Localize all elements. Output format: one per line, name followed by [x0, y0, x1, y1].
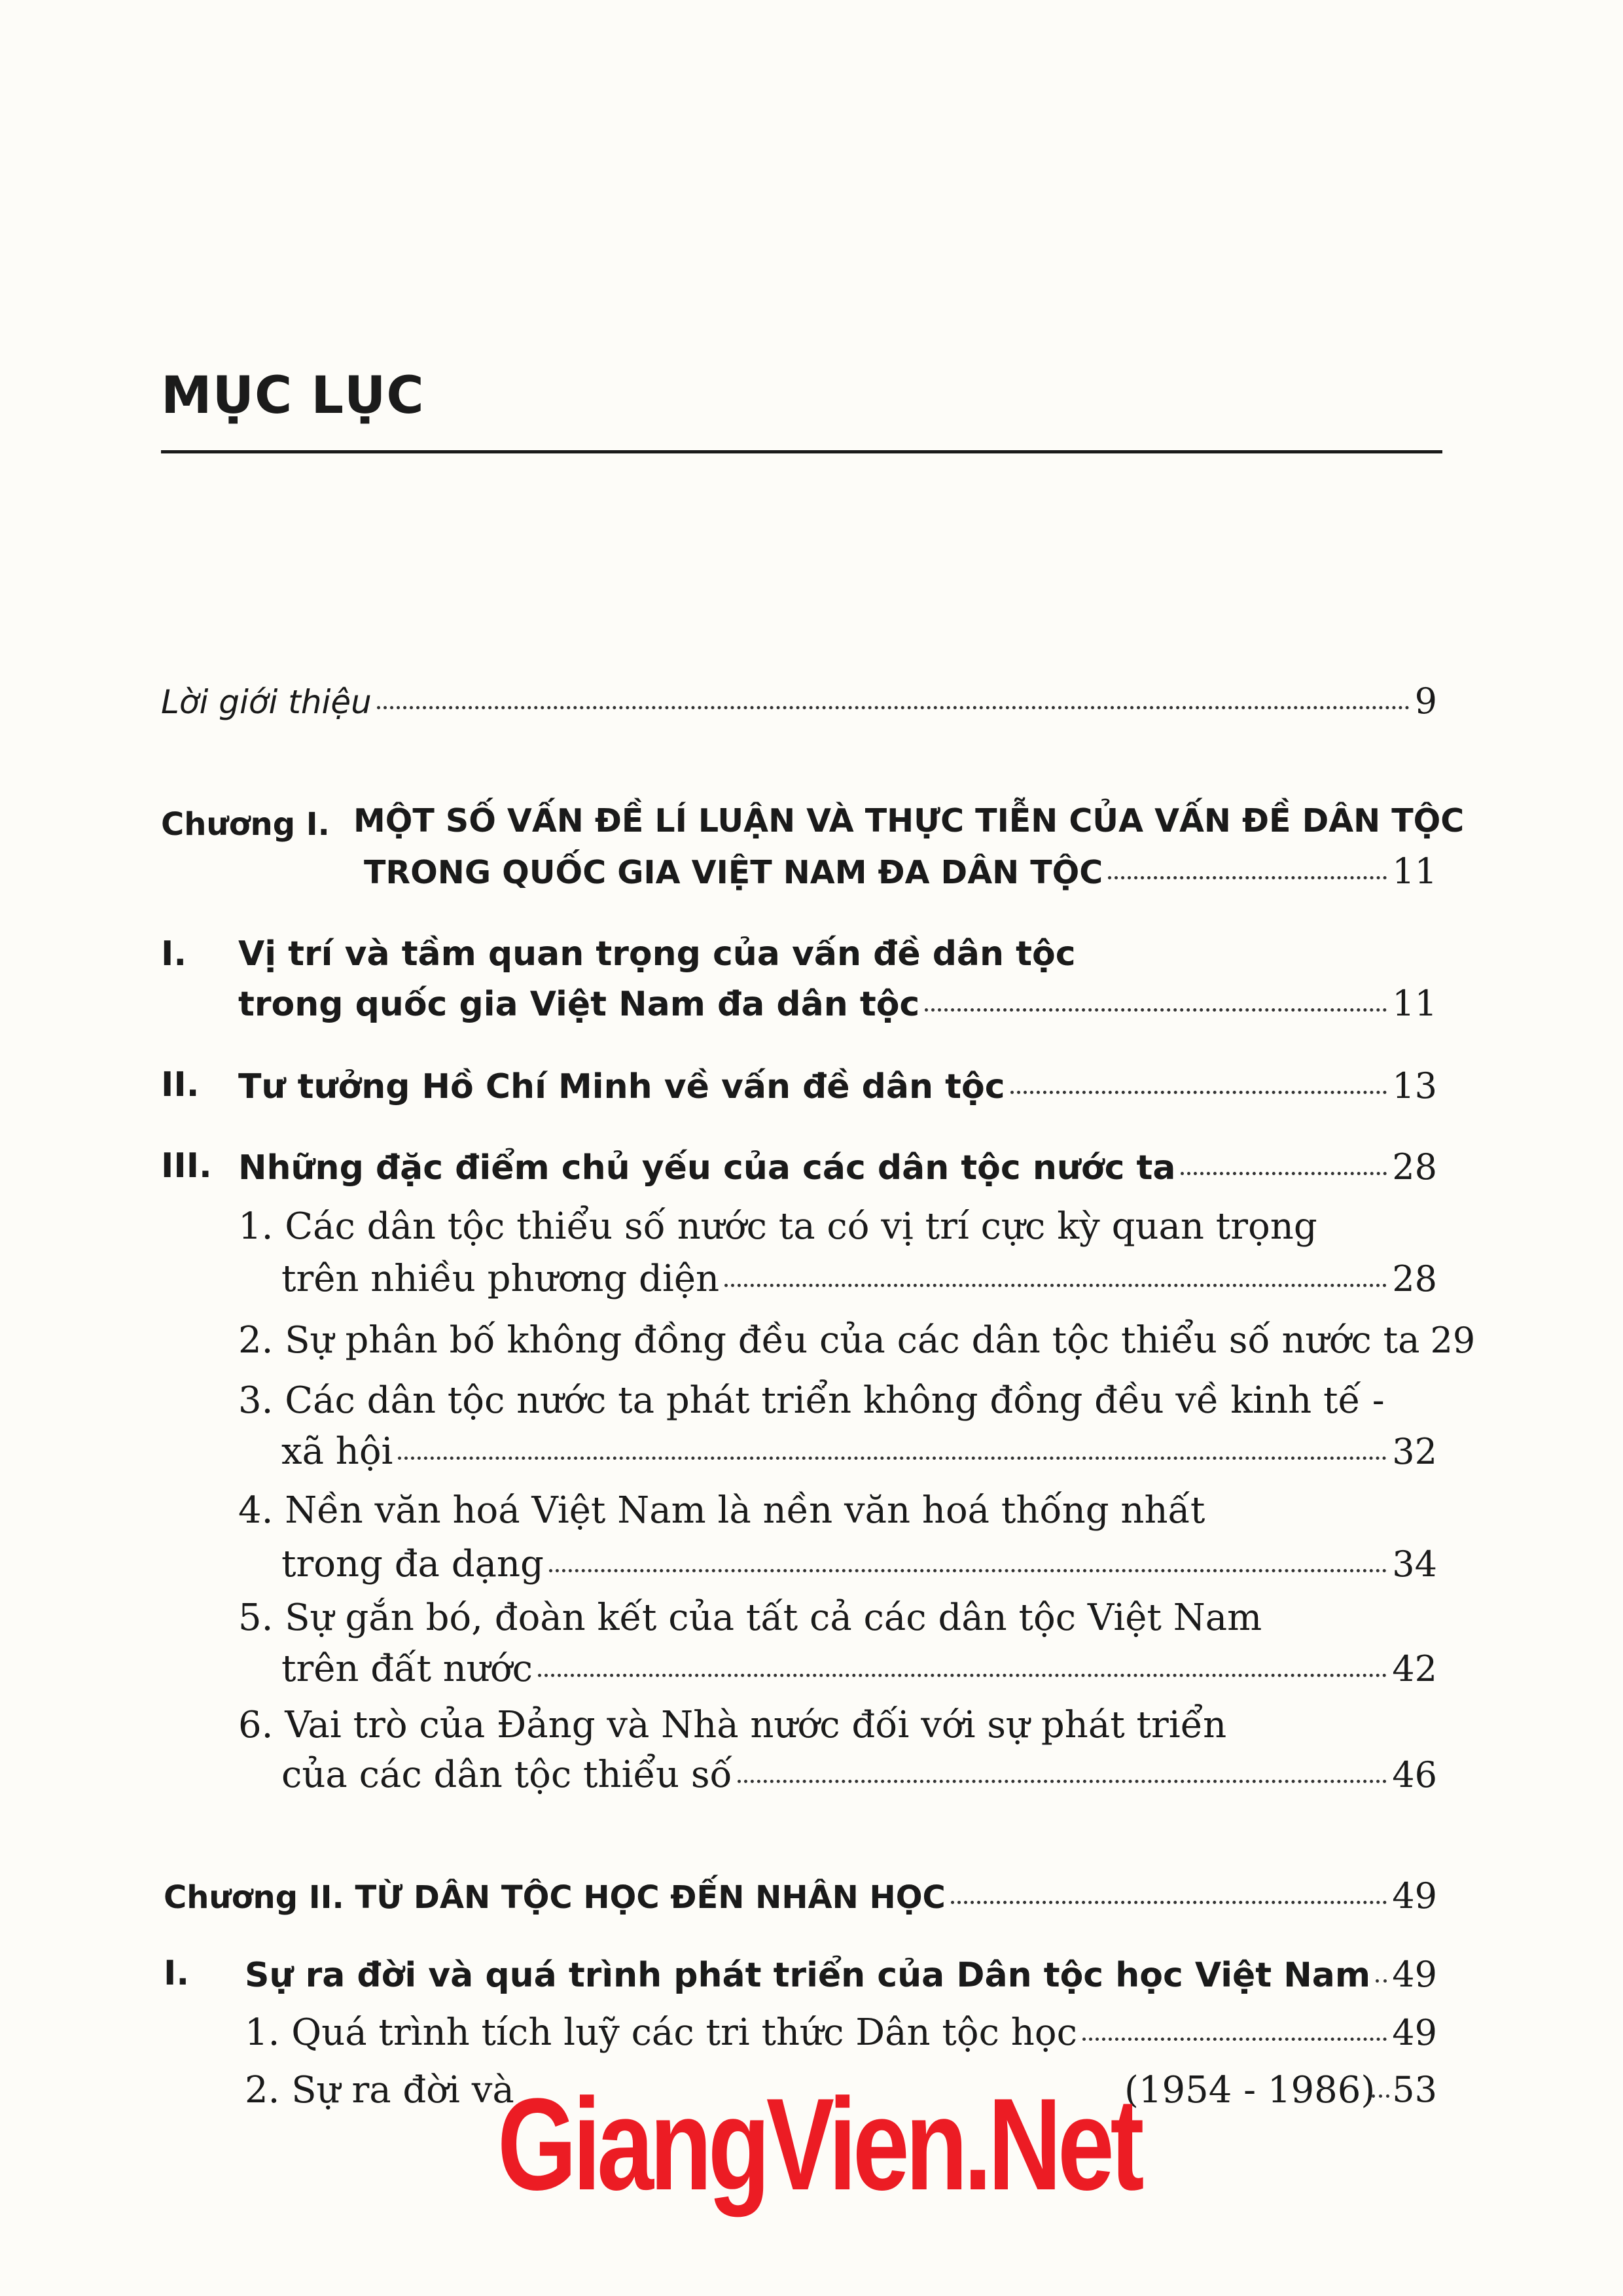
leader-dots	[1108, 876, 1387, 879]
toc-entry-subsection[interactable]	[281, 1430, 1437, 1473]
subsection-line1: 5. Sự gắn bó, đoàn kết của tất cả các dân tộc Việt Nam	[238, 1597, 1262, 1639]
toc-page-number: 42	[1392, 1648, 1437, 1689]
subsection-line2: xã hội	[281, 1430, 393, 1473]
section-number: I.	[164, 1954, 190, 1993]
toc-page-number: 11	[1392, 851, 1437, 892]
toc-page-number: 29	[1430, 1320, 1476, 1361]
toc-page-number: 49	[1392, 2012, 1437, 2053]
section-title-line1: Vị trí và tầm quan trọng của vấn đề dân tộc	[238, 934, 1076, 974]
leader-dots	[538, 1674, 1387, 1677]
subsection-line1: 4. Nền văn hoá Việt Nam là nền văn hoá thống nhất	[238, 1489, 1205, 1532]
chapter-label: Chương I.	[161, 806, 330, 843]
toc-entry-intro[interactable]	[161, 680, 1437, 722]
toc-page-number: 46	[1392, 1754, 1437, 1795]
leader-dots	[925, 1008, 1387, 1012]
toc-page-number: 49	[1392, 1954, 1437, 1995]
leader-dots	[398, 1457, 1387, 1460]
subsection-line1: 3. Các dân tộc nước ta phát triển không đồng đều về kinh tế -	[238, 1379, 1385, 1422]
subsection-title-start: 2. Sự ra đời và	[245, 2069, 514, 2111]
leader-dots	[1082, 2038, 1387, 2041]
toc-entry-subsection[interactable]	[281, 1543, 1437, 1585]
toc-entry-section-3[interactable]	[238, 1146, 1437, 1188]
toc-page-number: 13	[1392, 1065, 1437, 1106]
toc-page-number: 11	[1392, 983, 1437, 1024]
section-number: III.	[161, 1146, 212, 1186]
toc-entry-section-1[interactable]	[238, 983, 1437, 1024]
toc-page-number: 28	[1392, 1146, 1437, 1188]
chapter-title-line1: MỘT SỐ VẤN ĐỀ LÍ LUẬN VÀ THỰC TIỄN CỦA VẤN ĐỀ DÂN TỘC	[353, 802, 1465, 839]
section-title: Những đặc điểm chủ yếu của các dân tộc nước ta	[238, 1148, 1176, 1188]
toc-entry-section[interactable]	[245, 1954, 1437, 1995]
subsection-line1: 6. Vai trò của Đảng và Nhà nước đối với sự phát triển	[238, 1704, 1227, 1746]
leader-dots	[738, 1780, 1387, 1783]
leader-dots	[1181, 1172, 1387, 1175]
subsection-title-end: (1954 - 1986)	[1124, 2069, 1376, 2111]
toc-page-number: 32	[1392, 1431, 1437, 1472]
chapter-title: Chương II. TỪ DÂN TỘC HỌC ĐẾN NHÂN HỌC	[164, 1879, 946, 1916]
subsection-line2: trong đa dạng	[281, 1543, 544, 1585]
leader-dots	[1372, 2094, 1389, 2098]
toc-entry-label: Lời giới thiệu	[161, 683, 372, 721]
toc-entry-chapter-1[interactable]	[364, 851, 1437, 892]
subsection-line2: trên nhiều phương diện	[281, 1258, 720, 1300]
leader-dots	[377, 706, 1410, 709]
toc-page-number: 34	[1392, 1544, 1437, 1585]
section-title-line2: trong quốc gia Việt Nam đa dân tộc	[238, 985, 920, 1024]
leader-dots	[549, 1569, 1387, 1572]
subsection-line2: của các dân tộc thiểu số	[281, 1754, 732, 1796]
toc-entry-section-2[interactable]	[238, 1065, 1437, 1106]
toc-page-number: 53	[1392, 2069, 1437, 2110]
subsection-line2: trên đất nước	[281, 1648, 533, 1690]
toc-entry-subsection[interactable]	[245, 2011, 1437, 2054]
toc-page-number: 49	[1392, 1875, 1437, 1916]
chapter-title-line2: TRONG QUỐC GIA VIỆT NAM ĐA DÂN TỘC	[364, 854, 1103, 891]
subsection-line1: 1. Các dân tộc thiểu số nước ta có vị trí cực kỳ quan trọng	[238, 1205, 1317, 1248]
toc-entry-subsection-tail[interactable]	[1372, 2069, 1437, 2110]
leader-dots	[1376, 1979, 1387, 1983]
leader-dots	[951, 1901, 1387, 1904]
section-number: I.	[161, 934, 187, 974]
subsection-title: 1. Quá trình tích luỹ các tri thức Dân tộc học	[245, 2011, 1077, 2054]
page-title: MỤC LỤC	[161, 366, 425, 425]
watermark-logo: GiangVien.Net	[497, 2072, 1141, 2217]
leader-dots	[1010, 1091, 1387, 1094]
section-title: Sự ra đời và quá trình phát triển của Dân tộc học Việt Nam	[245, 1956, 1371, 1995]
leader-dots	[724, 1284, 1387, 1287]
section-title: Tư tưởng Hồ Chí Minh về vấn đề dân tộc	[238, 1067, 1005, 1106]
toc-page-number: 9	[1414, 680, 1437, 722]
toc-entry-subsection[interactable]	[281, 1754, 1437, 1796]
toc-entry-subsection[interactable]	[281, 1258, 1437, 1300]
subsection-title: 2. Sự phân bố không đồng đều của các dân tộc thiểu số nước ta	[238, 1319, 1420, 1362]
toc-entry-subsection[interactable]	[238, 1319, 1476, 1362]
section-number: II.	[161, 1065, 200, 1104]
toc-entry-subsection[interactable]	[281, 1648, 1437, 1690]
toc-entry-chapter-2[interactable]	[164, 1875, 1437, 1916]
toc-page-number: 28	[1392, 1258, 1437, 1299]
